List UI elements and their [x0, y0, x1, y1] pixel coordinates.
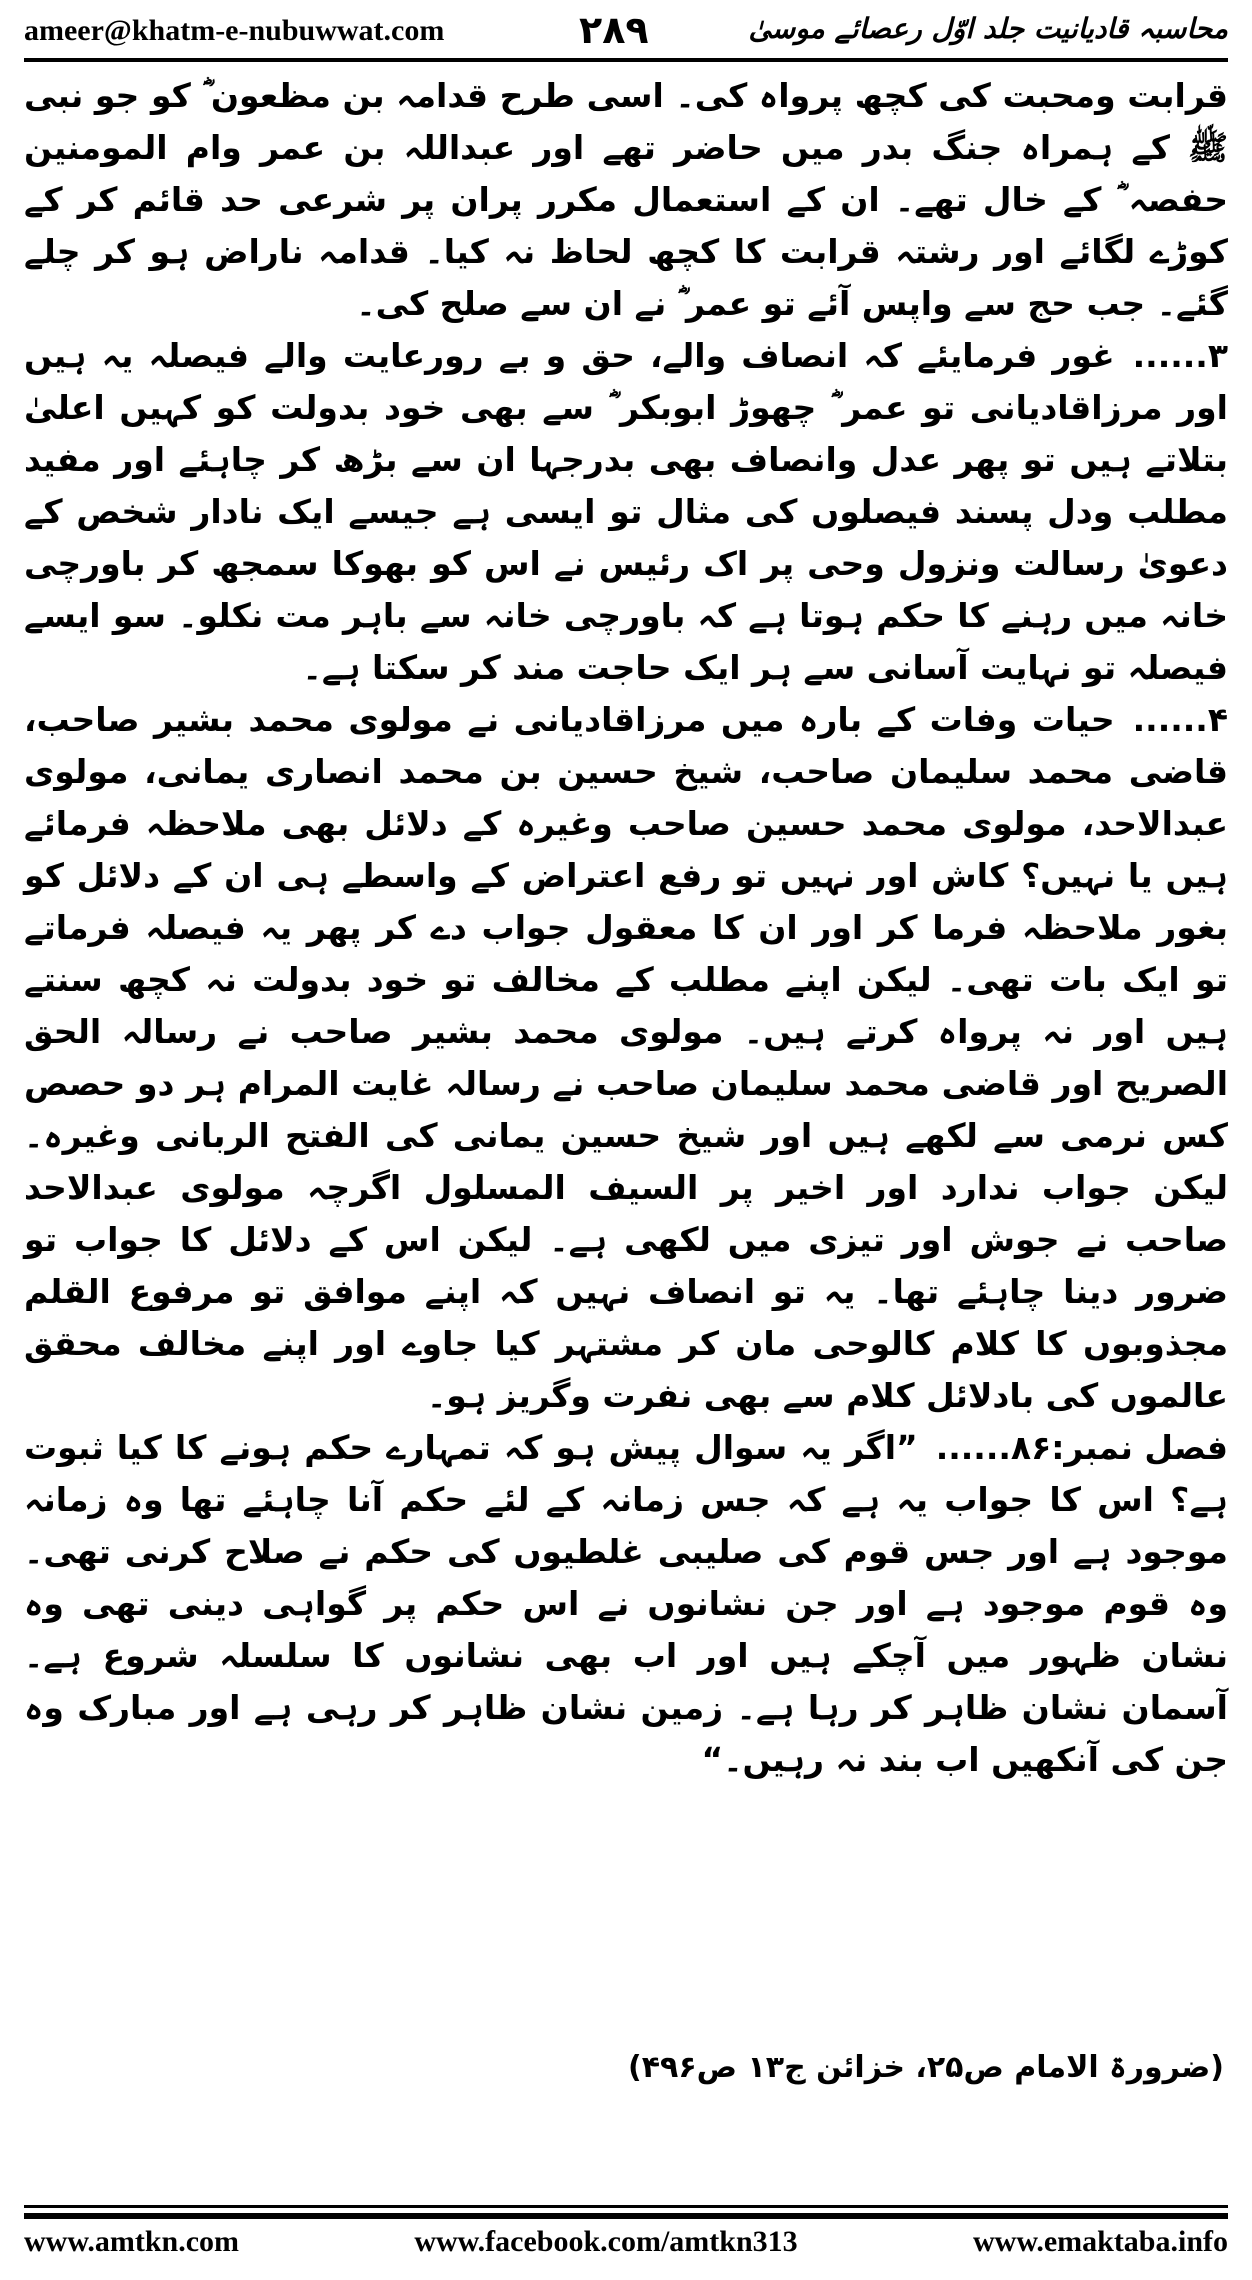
paragraph-3-marker: ۴......: [1132, 700, 1228, 739]
paragraph-3-text: حیات وفات کے بارہ میں مرزاقادیانی نے مولوی محمد بشیر صاحب، قاضی محمد سلیمان صاحب، شیخ حسین بن محمد انصاری یمانی، مولوی عبدالاحد، مولوی محمد حسین صاحب وغیرہ کے دلائل بھی ملاحظہ فرمائے ہیں یا نہیں؟ کاش اور نہیں تو رفع اعتراض کے واسطے ہی ان کے دلائل کو بغور ملاحظہ فرما کر اور ان کا معقول جواب دے کر پھر یہ فیصلہ فرماتے تو ایک بات تھی۔ لیکن اپنے مطلب کے مخالف تو خود بدولت نہ کچھ سنتے ہیں اور نہ پرواہ کرتے ہیں۔ مولوی محمد بشیر صاحب نے رسالہ الحق الصریح اور قاضی محمد سلیمان صاحب نے رسالہ غایت المرام ہر دو حصص کس نرمی سے لکھے ہیں اور شیخ حسین یمانی کی الفتح الربانی وغیرہ۔ لیکن جواب ندارد اور اخیر پر السیف المسلول اگرچہ مولوی عبدالاحد صاحب نے جوش اور تیزی میں لکھی ہے۔ لیکن اس کے دلائل کا جواب تو ضرور دینا چاہئے تھا۔ یہ تو انصاف نہیں کہ اپنے موافق تو مرفوع القلم مجذوبوں کا کلام کالوحی مان کر مشتہر کیا جاوے اور اپنے مخالف محقق عالموں کی بادلائل کلام سے بھی نفرت وگریز ہو۔: [24, 700, 1228, 1415]
paragraph-3: [24, 694, 1228, 1422]
paragraph-4: [24, 1422, 1228, 1786]
footer-rule-thick: [24, 2213, 1228, 2219]
paragraph-1: قرابت ومحبت کی کچھ پرواہ کی۔ اسی طرح قدامہ بن مظعون ؓ کو جو نبی ﷺ کے ہمراہ جنگ بدر میں حاضر تھے اور عبداللہ بن عمر وام المومنین حفصہ ؓ کے خال تھے۔ ان کے استعمال مکرر پران پر شرعی حد قائم کر کے کوڑے لگائے اور رشتہ قرابت کا کچھ لحاظ نہ کیا۔ قدامہ ناراض ہو کر چلے گئے۔ جب حج سے واپس آئے تو عمر ؓ نے ان سے صلح کی۔: [24, 76, 1228, 323]
page-header: [24, 8, 1228, 54]
header-rule: [24, 58, 1228, 62]
paragraph-2-marker: ۳......: [1132, 336, 1228, 375]
paragraph-4-text: ”اگر یہ سوال پیش ہو کہ تمہارے حکم ہونے کا کیا ثبوت ہے؟ اس کا جواب یہ ہے کہ جس زمانہ کے لئے حکم آنا چاہئے تھا وہ زمانہ موجود ہے اور جس قوم کی صلیبی غلطیوں کی حکم نے صلاح کرنی تھی۔ وہ قوم موجود ہے اور جن نشانوں نے اس حکم پر گواہی دینی تھی وہ نشان ظہور میں آچکے ہیں اور اب بھی نشانوں کا سلسلہ شروع ہے۔ آسمان نشان ظاہر کر رہا ہے۔ زمین نشان ظاہر کر رہی ہے اور مبارک وہ جن کی آنکھیں اب بند نہ رہیں۔“: [24, 1428, 1228, 1779]
section-number: فصل نمبر:۸۶......: [935, 1428, 1228, 1467]
reference-citation: (ضرورۃ الامام ص۲۵، خزائن ج۱۳ ص۴۹۶): [627, 2050, 1224, 2085]
header-email: ameer@khatm-e-nubuwwat.com: [24, 14, 445, 47]
page-body: [24, 70, 1228, 1786]
footer-rule-thin: [24, 2205, 1228, 2208]
footer-link-facebook[interactable]: www.facebook.com/amtkn313: [414, 2225, 798, 2258]
footer-link-emaktaba[interactable]: www.emaktaba.info: [972, 2225, 1228, 2258]
paragraph-2: [24, 330, 1228, 694]
paragraph-2-text: غور فرمایئے کہ انصاف والے، حق و بے رورعایت والے فیصلہ یہ ہیں اور مرزاقادیانی تو عمر ؓ چھوڑ ابوبکر ؓ سے بھی خود بدولت کو کہیں اعلیٰ بتلاتے ہیں تو پھر عدل وانصاف بھی بدرجہا ان سے بڑھ کر چاہئے اور مفید مطلب ودل پسند فیصلوں کی مثال تو ایسی ہے جیسے ایک نادار شخص کے دعویٰ رسالت ونزول وحی پر اک رئیس نے اس کو بھوکا سمجھ کر باورچی خانہ میں رہنے کا حکم ہوتا ہے کہ باورچی خانہ سے باہر مت نکلو۔ سو ایسے فیصلہ تو نہایت آسانی سے ہر ایک حاجت مند کر سکتا ہے۔: [24, 336, 1228, 687]
page-footer: [24, 2225, 1228, 2271]
page-number: ۲۸۹: [579, 8, 649, 52]
book-title: محاسبہ قادیانیت جلد اوّل رعصائے موسیٰ: [748, 12, 1228, 45]
footer-link-amtkn[interactable]: www.amtkn.com: [24, 2225, 239, 2258]
